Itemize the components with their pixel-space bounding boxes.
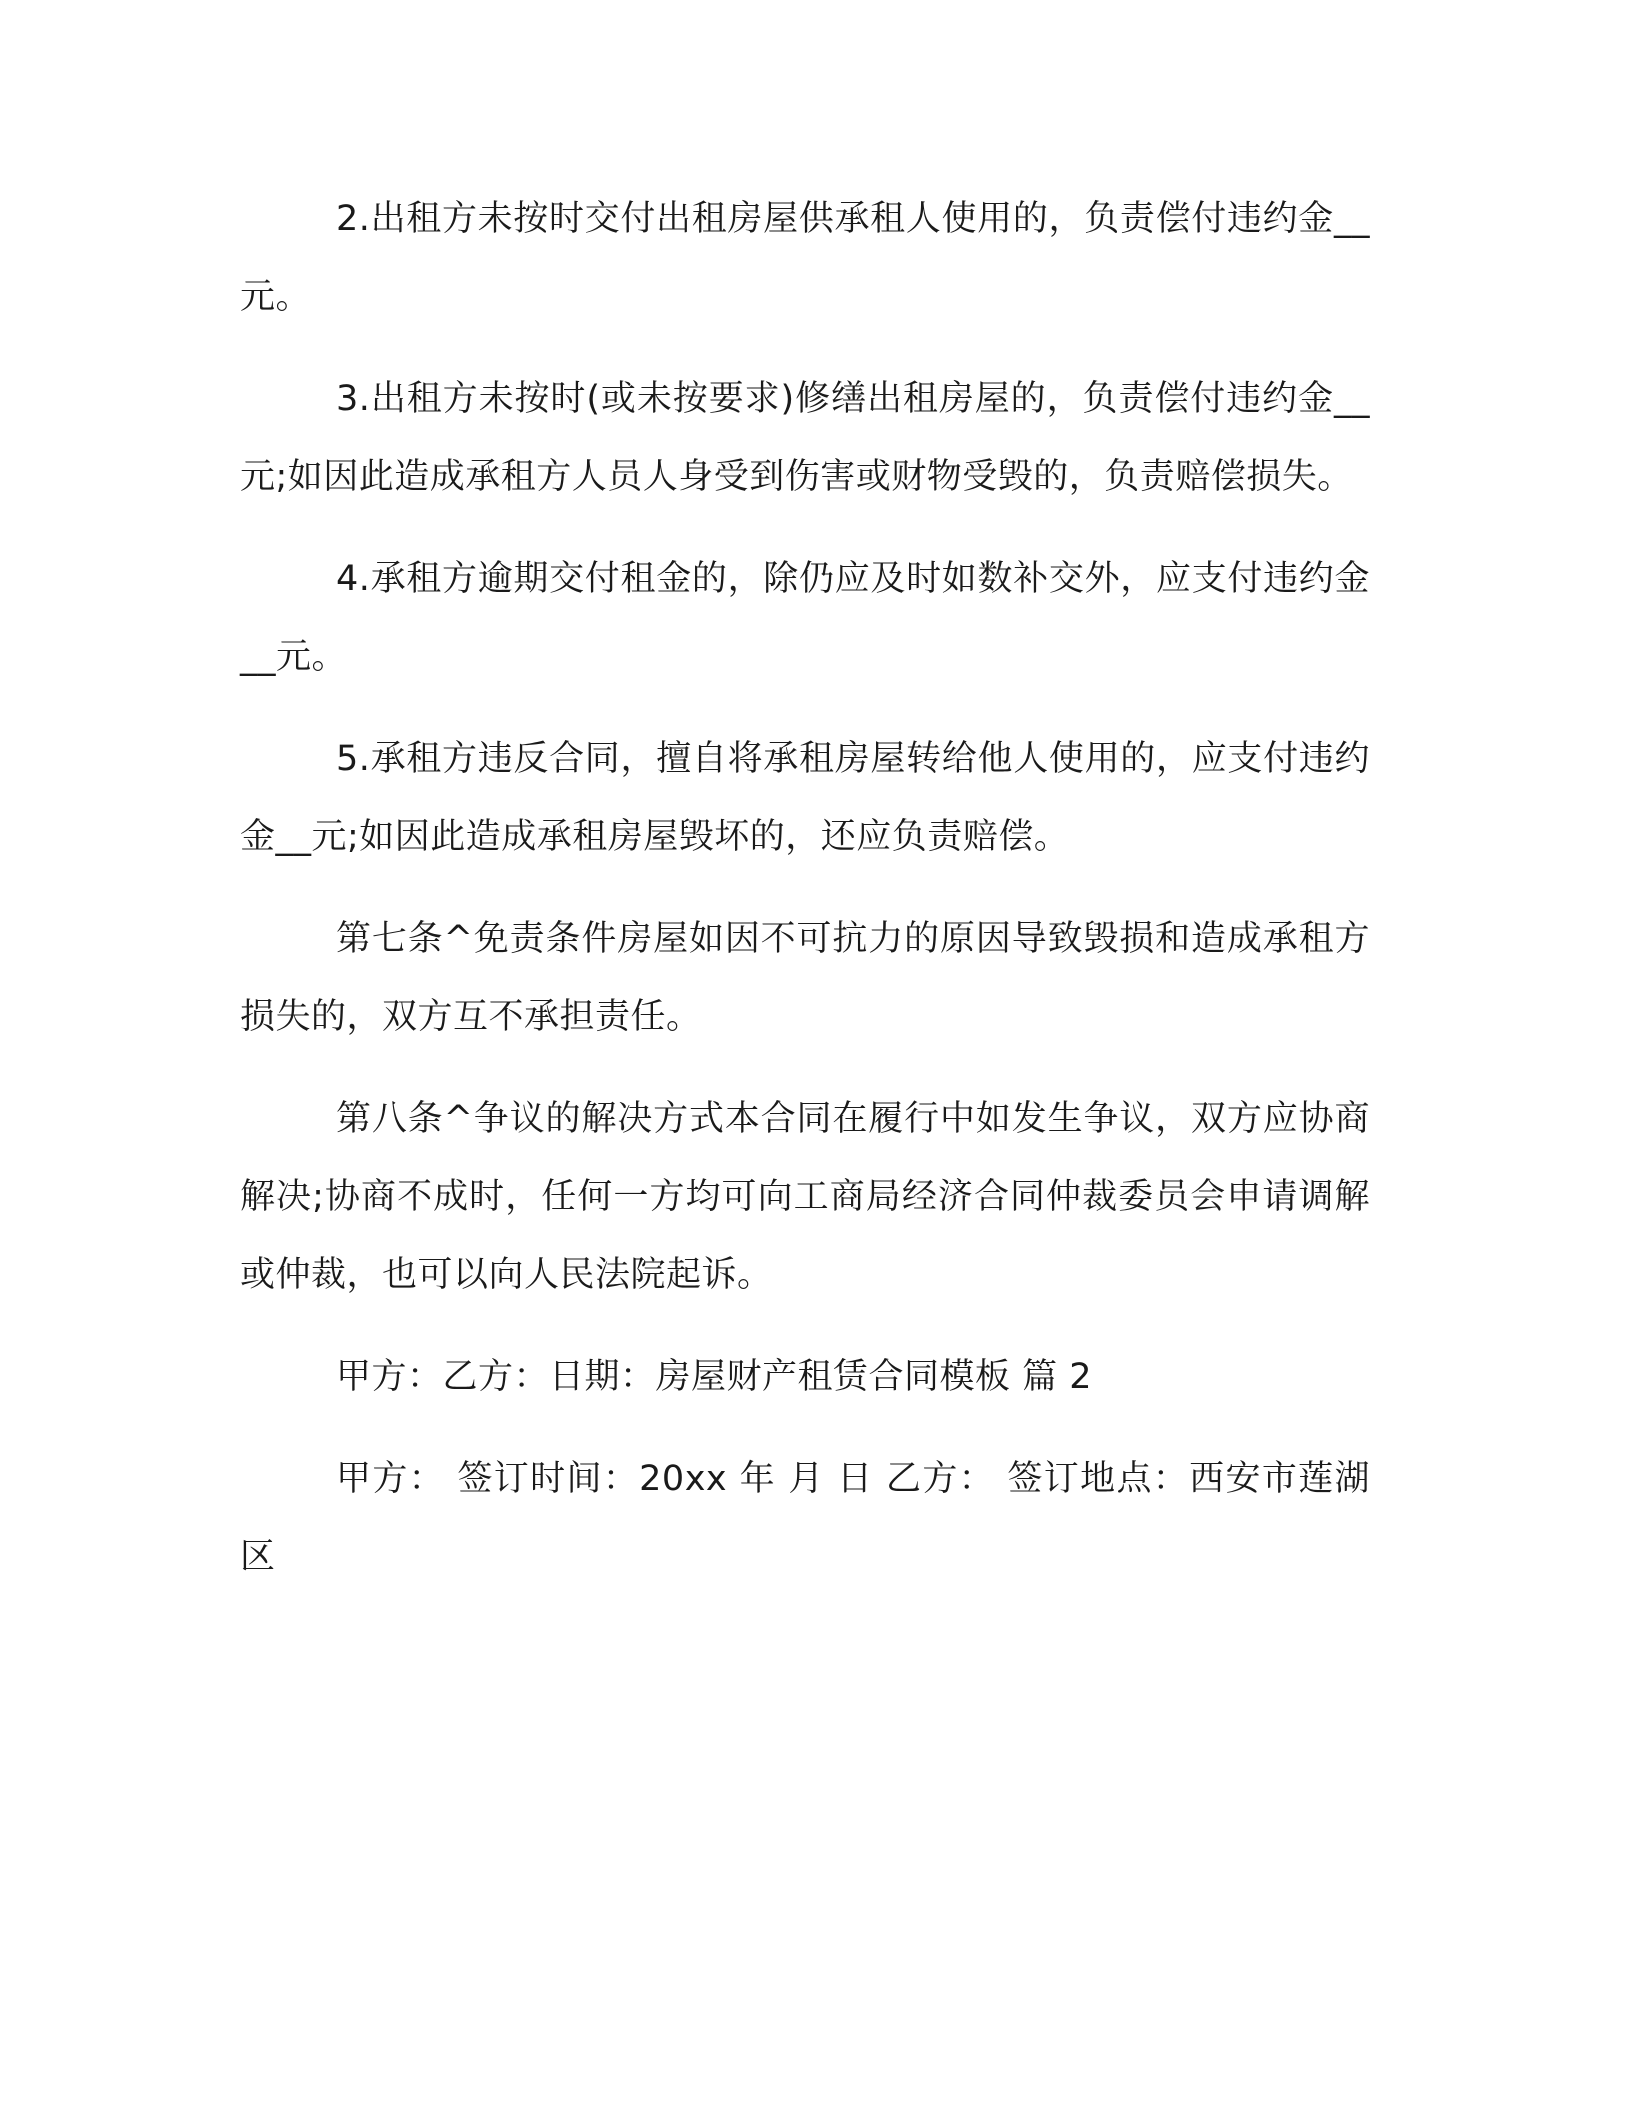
signature-line: 甲方：乙方：日期：房屋财产租赁合同模板 篇 2 [336, 1357, 1093, 1397]
clause-3-paragraph: 3.出租方未按时(或未按要求)修缮出租房屋的，负责偿付违约金__元;如因此造成承租方人员人身受到伤害或财物受毁的，负责赔偿损失。 [240, 379, 1370, 497]
clause-2-paragraph: 2.出租方未按时交付出租房屋供承租人使用的，负责偿付违约金__元。 [240, 199, 1370, 317]
document-body [240, 180, 1370, 1620]
article-8-paragraph: 第八条^争议的解决方式本合同在履行中如发生争议，双方应协商解决;协商不成时，任何一方均可向工商局经济合同仲裁委员会申请调解或仲裁，也可以向人民法院起诉。 [240, 1099, 1370, 1295]
contract-2-header-line: 甲方： 签订时间：20xx 年 月 日 乙方： 签订地点：西安市莲湖区 [240, 1459, 1370, 1577]
clause-4-paragraph: 4.承租方逾期交付租金的，除仍应及时如数补交外，应支付违约金__元。 [240, 559, 1370, 677]
clause-5-paragraph: 5.承租方违反合同，擅自将承租房屋转给他人使用的，应支付违约金__元;如因此造成承租房屋毁坏的，还应负责赔偿。 [240, 739, 1370, 857]
article-7-paragraph: 第七条^免责条件房屋如因不可抗力的原因导致毁损和造成承租方损失的，双方互不承担责任。 [240, 919, 1370, 1037]
